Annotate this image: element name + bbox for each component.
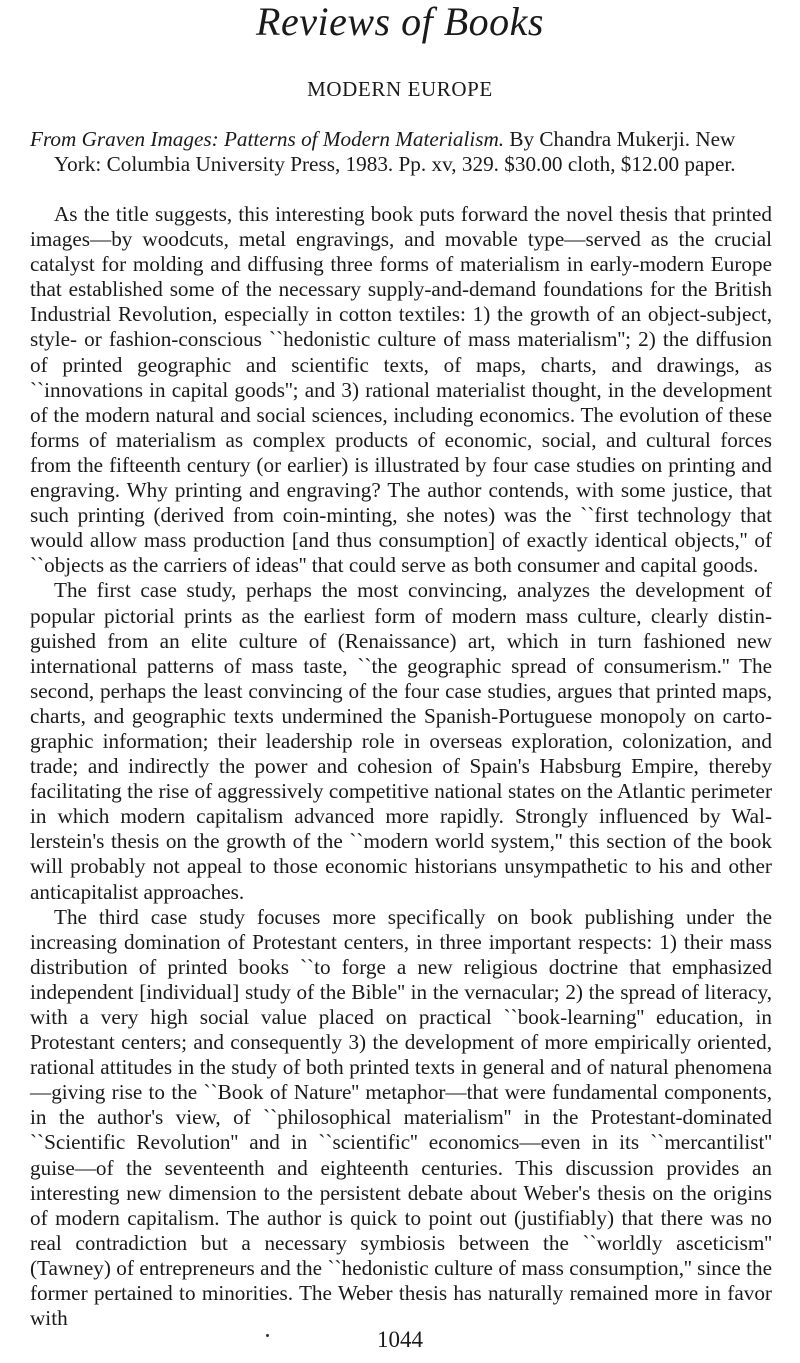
section-heading: MODERN EUROPE — [307, 77, 493, 101]
page-number: 1044 — [377, 1327, 423, 1352]
citation-details: By Chandra Mukerji. New York: Columbia University Press, 1983. Pp. xv, 329. $30.00 cloth, $12.00 paper. — [54, 127, 736, 176]
review-paragraph: The first case study, perhaps the most convincing, analyzes the development of popular pictorial prints as the earliest form of modern mass culture, clearly distinguished from an elite culture of (Renaissance) art, which in turn fashioned new international patterns of mass taste, ``the geographic spread of consumerism.'' The second, perhaps the least convincing of the four case studies, argues that printed maps, charts, and geographic texts undermined the Spanish-Portuguese monopoly on cartographic information; their leadership role in overseas exploration, colonization, and trade; and indirectly the power and cohesion of Spain's Habsburg Empire, thereby facilitating the rise of aggressively competitive national states on the Atlantic perimeter in which modern capitalism advanced more rapidly. Strongly influenced by Wallerstein's thesis on the growth of the ``modern world system,'' this section of the book will probably not appeal to those economic historians unsympathetic to his and other anticapitalist approaches. — [30, 578, 772, 904]
book-citation — [30, 127, 770, 177]
citation-from: From — [30, 127, 77, 151]
running-title: Reviews of Books — [256, 0, 544, 44]
book-title: Graven Images: Patterns of Modern Materialism. — [81, 127, 505, 151]
review-paragraph: The third case study focuses more specifically on book publishing under the increasing domination of Protestant centers, in three important respects: 1) their mass distribution of printed books ``to forge a new religious doctrine that emphasized independent [individual] study of the Bible'' in the vernacular; 2) the spread of literacy, with a very high social value placed on practical ``book-learning'' education, in Protestant centers; and consequently 3) the development of more empirically oriented, rational attitudes in the study of both printed texts in general and of natural phenomena—giving rise to the ``Book of Nature'' metaphor—that were fundamental components, in the author's view, of ``philosophical materialism'' in the Protestant-dominated ``Scientific Revolution'' and in ``scientific'' economics—even in its ``mercantilist'' guise—of the seventeenth and eighteenth centuries. This discussion provides an interesting new dimension to the persistent debate about Weber's thesis on the origins of modern capitalism. The author is quick to point out (justifiably) that there was no real contradiction but a necessary symbiosis between the ``worldly asceticism'' (Tawney) of entrepreneurs and the ``hedonistic culture of mass consumption,'' since the former pertained to minorities. The Weber thesis has naturally remained more in favor with — [30, 904, 772, 1331]
review-body — [30, 202, 772, 1331]
review-paragraph: As the title suggests, this interesting book puts forward the novel thesis that printed images—by woodcuts, metal engravings, and movable type—served as the crucial catalyst for molding and diffusing three forms of materialism in early-modern Europe that established some of the necessary supply-and-demand foundations for the British Industrial Revolution, especially in cotton textiles: 1) the growth of an object-subject, style- or fashion-conscious ``hedonistic culture of mass materialism''; 2) the diffusion of printed geographic and scientific texts, of maps, charts, and drawings, as ``innovations in capital goods''; and 3) rational materialist thought, in the development of the modern natural and social sciences, including economics. The evolution of these forms of materialism as complex products of economic, social, and cultural forces from the fifteenth century (or earlier) is illustrated by four case studies on printing and engraving. Why printing and engraving? The author contends, with some justice, that such printing (derived from coin-minting, she notes) was the ``first technology that would allow mass production [and thus consumption] of exactly identical objects,'' of ``objects as the carriers of ideas'' that could serve as both consumer and capital goods. — [30, 202, 772, 578]
